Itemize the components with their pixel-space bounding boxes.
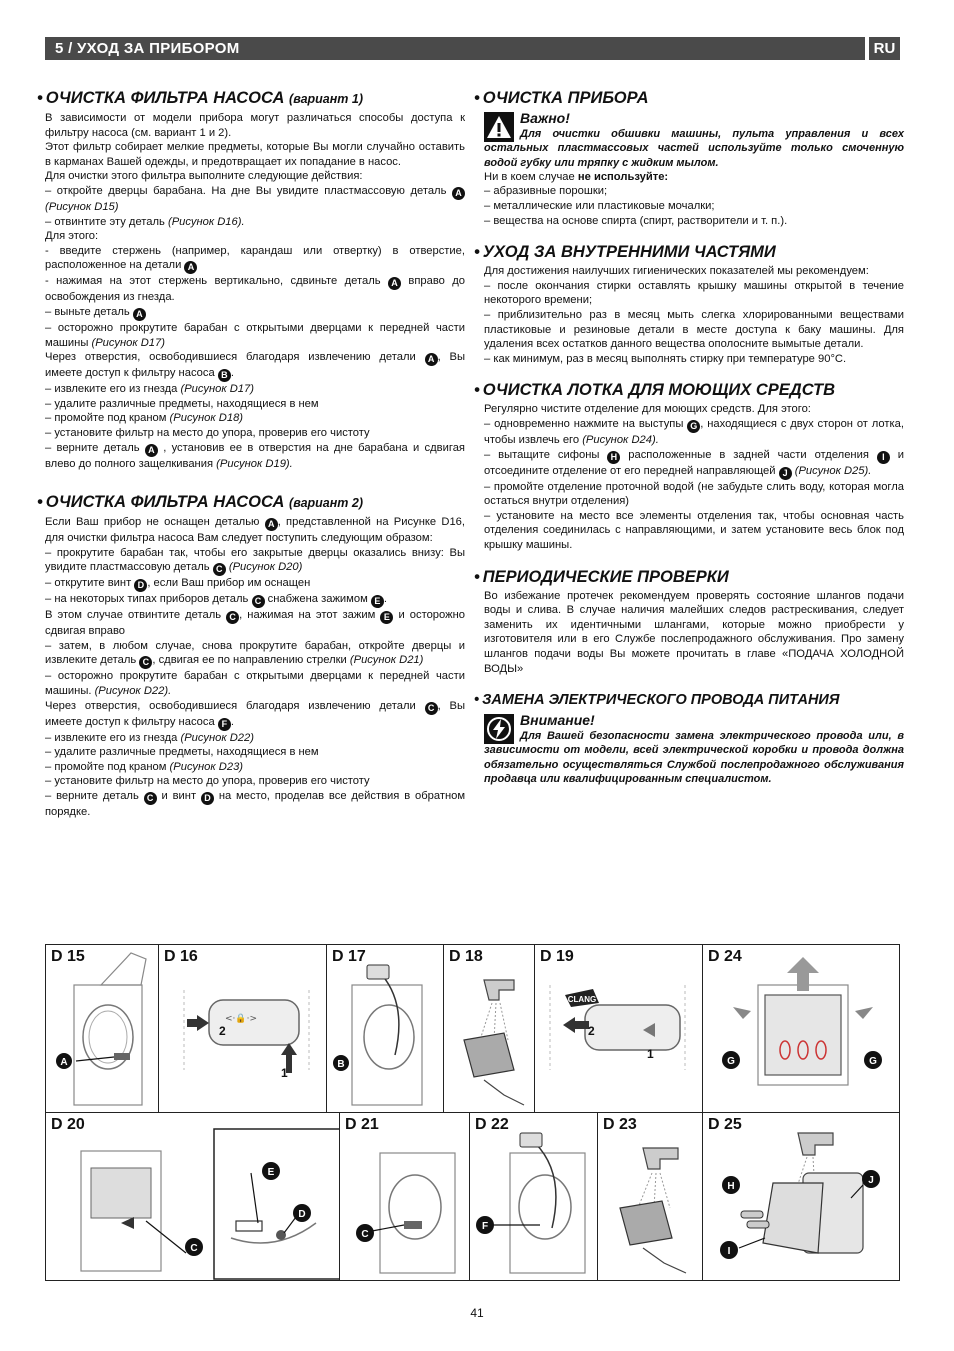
badge-g: G bbox=[687, 420, 700, 433]
badge-a: A bbox=[452, 187, 465, 200]
paragraph: Ни в коем случае не используйте: bbox=[484, 170, 669, 183]
figure-d19 bbox=[535, 945, 703, 1113]
figures-grid bbox=[45, 944, 900, 1281]
badge-b: B bbox=[337, 1059, 345, 1070]
badge-d: D bbox=[298, 1209, 306, 1220]
attention-note bbox=[474, 712, 904, 786]
paragraph: Для достижения наилучших гигиенических показателей мы рекомендуем: bbox=[484, 265, 869, 278]
paragraph: - нажимая на этот стержень вертикально, сдвиньте деталь A вправо до освобождения из гнезда. bbox=[45, 275, 466, 304]
badge-a: A bbox=[133, 308, 146, 321]
step-number: 1 bbox=[647, 1047, 654, 1061]
figure-d21 bbox=[340, 1113, 470, 1281]
figure-d15 bbox=[46, 945, 159, 1113]
paragraph: – вытащите сифоны H расположенные в задней части отделения I и отсоедините отделение от его передней направляющей J (Рисунок D25). bbox=[484, 448, 905, 478]
detergent-tray-removal-illustration bbox=[703, 945, 899, 1113]
paragraph: – одновременно нажмите на выступы G , находящиеся с двух сторон от лотка, чтобы извлечь его (Рисунок D24). bbox=[484, 418, 904, 447]
warning-text: Для Вашей безопасности замена электрического провода или, в зависимости от модели, всей электрической коробки и провода должна обязательно осуществляться Службой послепродажного обслуживания продавца или квалифицированным специалистом. bbox=[484, 730, 904, 786]
badge-e: E bbox=[371, 595, 384, 608]
badge-d: D bbox=[134, 579, 147, 592]
paragraph: – извлеките его из гнезда (Рисунок D17) bbox=[45, 383, 254, 396]
section-title-periodic-checks: • ПЕРИОДИЧЕСКИЕ ПРОВЕРКИ bbox=[474, 567, 729, 586]
section-body-internal-care bbox=[474, 264, 904, 366]
paragraph: - введите стержень (например, карандаш или отвертку) в отверстие, расположенное на детали A bbox=[45, 244, 465, 273]
part-reinstall-illustration bbox=[535, 945, 703, 1113]
figure-d18 bbox=[444, 945, 535, 1113]
paragraph: Если Ваш прибор не оснащен деталью A , представленной на Рисунке D16, для очистки фильтра насоса Вам следует поступить следующим образом: bbox=[45, 516, 465, 545]
badge-a: A bbox=[184, 261, 197, 274]
paragraph: – промойте отделение проточной водой (не забудьте слить воду, которая могла остаться внутри отделения) bbox=[484, 480, 904, 508]
paragraph: – откройте дверцы барабана. На дне Вы увидите пластмассовую деталь A (Рисунок D15) bbox=[45, 184, 465, 215]
step-number: 2 bbox=[219, 1024, 226, 1038]
badge-c: C bbox=[252, 595, 265, 608]
section-body-detergent-tray bbox=[474, 402, 904, 552]
paragraph: – выньте деталь A bbox=[45, 305, 465, 321]
figure-d20 bbox=[46, 1113, 340, 1281]
paragraph: Этот фильтр собирает мелкие предметы, которые Вы могли случайно оставить в карманах Вашей одежды, и предотвращает их попадание в насос. bbox=[45, 141, 465, 168]
paragraph: – вещества на основе спирта (спирт, растворители и т. п.). bbox=[484, 214, 788, 227]
badge-c: C bbox=[425, 702, 438, 715]
figure-label: D 22 bbox=[475, 1116, 509, 1133]
part-extraction-illustration bbox=[340, 1113, 470, 1281]
badge-c: C bbox=[144, 792, 157, 805]
paragraph: – прокрутите барабан так, чтобы его закрытые дверцы оказались внизу: Вы увидите пластмассовую деталь C (Рисунок D20) bbox=[45, 546, 465, 575]
badge-a: A bbox=[388, 277, 401, 290]
badge-f: F bbox=[481, 1221, 489, 1232]
paragraph: В зависимости от модели прибора могут различаться способы доступа к фильтру насоса (см. вариант 1 и 2). bbox=[45, 112, 465, 139]
figure-label: D 18 bbox=[449, 948, 483, 965]
badge-c: C bbox=[213, 563, 226, 576]
detergent-tray-disassembly-illustration bbox=[703, 1113, 899, 1281]
rinse-under-tap-illustration bbox=[444, 945, 535, 1113]
badge-e: E bbox=[380, 611, 393, 624]
section-body-pump-filter-1 bbox=[37, 111, 465, 471]
paragraph: В этом случае отвинтите деталь C , нажимая на этот зажим E и осторожно сдвигая вправо bbox=[45, 609, 465, 638]
paragraph: – установите фильтр на место до упора, проверив его чистоту bbox=[45, 426, 370, 439]
paragraph: – как минимум, раз в месяц выполнять стирку при температуре 90°C. bbox=[484, 352, 847, 365]
paragraph: Во избежание протечек рекомендуем проверять состояние шлангов подачи воды и слива. В случае наличия малейших следов растрескивания, следует заменить их идентичными шлангами, которые можно приобрести у изготовителя или в его Службе послепродажного обслуживания. Про замену шлангов подачи воды Вы можете прочитать в главе «ПОДАЧА ХОЛОДНОЙ ВОДЫ» bbox=[484, 589, 904, 675]
paragraph: – промойте под краном (Рисунок D18) bbox=[45, 412, 244, 425]
badge-a: A bbox=[265, 518, 278, 531]
step-number: 1 bbox=[281, 1066, 288, 1080]
paragraph: Для очистки этого фильтра выполните следующие действия: bbox=[45, 170, 363, 183]
right-column bbox=[474, 88, 904, 786]
paragraph: – промойте под краном (Рисунок D23) bbox=[45, 760, 244, 773]
paragraph: – удалите различные предметы, находящиеся в нем bbox=[45, 746, 319, 759]
important-note bbox=[474, 110, 904, 170]
badge-d: D bbox=[201, 792, 214, 805]
section-body-pump-filter-2 bbox=[37, 515, 465, 820]
section-title-power-cord: • ЗАМЕНА ЭЛЕКТРИЧЕСКОГО ПРОВОДА ПИТАНИЯ bbox=[474, 692, 840, 709]
badge-a: A bbox=[145, 444, 158, 457]
paragraph: – открутите винт D , если Ваш прибор им оснащен bbox=[45, 577, 311, 591]
figure-label: D 15 bbox=[51, 948, 85, 965]
section-body-periodic-checks bbox=[474, 589, 904, 677]
paragraph: – отвинтите эту деталь (Рисунок D16). bbox=[45, 215, 245, 228]
section-title-internal-care: • УХОД ЗА ВНУТРЕННИМИ ЧАСТЯМИ bbox=[474, 243, 776, 262]
figure-label: D 17 bbox=[332, 948, 366, 965]
paragraph: Через отверстия, освободившиеся благодаря извлечению детали A , Вы имеете доступ к фильтру насоса B . bbox=[45, 351, 465, 381]
badge-f: F bbox=[218, 718, 231, 731]
warning-title: Важно! bbox=[520, 110, 570, 126]
page-number: 41 bbox=[470, 1306, 484, 1320]
badge-c: C bbox=[190, 1243, 198, 1254]
part-unscrew-illustration bbox=[159, 945, 327, 1113]
warning-title: Внимание! bbox=[520, 712, 595, 729]
badge-h: H bbox=[727, 1181, 735, 1192]
badge-h: H bbox=[607, 451, 620, 464]
badge-a: A bbox=[425, 353, 438, 366]
figure-label: D 25 bbox=[708, 1116, 742, 1133]
paragraph: – после окончания стирки оставлять крышку машины открытой в течение некоторого времени; bbox=[484, 279, 904, 307]
paragraph: – извлеките его из гнезда (Рисунок D22) bbox=[45, 731, 254, 744]
badge-c: C bbox=[361, 1229, 369, 1240]
section-title-detergent-tray: • ОЧИСТКА ЛОТКА ДЛЯ МОЮЩИХ СРЕДСТВ bbox=[474, 381, 836, 400]
paragraph: – осторожно прокрутите барабан с открытыми дверцами к передней части машины (Рисунок D17) bbox=[45, 321, 465, 349]
paragraph: – удалите различные предметы, находящиеся в нем bbox=[45, 397, 319, 410]
paragraph: – установите на место все элементы отделения так, чтобы основная часть отделения соединилась с направляющими, и затем установите весь блок под крышку машины. bbox=[484, 509, 904, 551]
header-bar bbox=[45, 37, 865, 60]
paragraph: – абразивные порошки; bbox=[484, 185, 608, 198]
figure-d24 bbox=[703, 945, 899, 1113]
figure-d25 bbox=[703, 1113, 899, 1281]
section-title-pump-filter-1: • ОЧИСТКА ФИЛЬТРА НАСОСА (вариант 1) bbox=[37, 89, 364, 107]
figure-label: D 19 bbox=[540, 948, 574, 965]
badge-e: E bbox=[267, 1167, 275, 1178]
figure-d16 bbox=[159, 945, 327, 1113]
washer-drum-illustration bbox=[46, 945, 159, 1113]
filter-removal-illustration bbox=[470, 1113, 598, 1281]
figure-label: D 24 bbox=[708, 948, 742, 965]
badge-a: A bbox=[60, 1057, 68, 1068]
section-body-appliance-cleaning bbox=[474, 170, 904, 228]
figure-label: D 16 bbox=[164, 948, 198, 965]
badge-j: J bbox=[779, 467, 792, 480]
step-number: 2 bbox=[588, 1024, 595, 1038]
paragraph: – осторожно прокрутите барабан с открытыми дверцами к передней части машины. (Рисунок D22). bbox=[45, 670, 465, 698]
electric-shock-icon bbox=[484, 714, 514, 744]
badge-b: B bbox=[218, 369, 231, 382]
figure-label: D 23 bbox=[603, 1116, 637, 1133]
left-column bbox=[37, 88, 465, 820]
figure-label: D 21 bbox=[345, 1116, 379, 1133]
figure-label: D 20 bbox=[51, 1116, 85, 1133]
language-badge: RU bbox=[869, 37, 900, 60]
badge-j: J bbox=[868, 1175, 874, 1186]
paragraph: Через отверстия, освободившиеся благодаря извлечению детали C , Вы имеете доступ к фильтру насоса F . bbox=[45, 699, 465, 729]
figure-d22 bbox=[470, 1113, 598, 1281]
badge-i: I bbox=[727, 1246, 731, 1257]
figure-d17 bbox=[327, 945, 444, 1113]
paragraph: – верните деталь A , установив ее в отверстия на дне барабана и сдвигая влево до полного защелкивания (Рисунок D19). bbox=[45, 441, 465, 470]
badge-g: G bbox=[869, 1056, 877, 1067]
paragraph: – металлические или пластиковые мочалки; bbox=[484, 200, 715, 213]
rinse-under-tap-illustration bbox=[598, 1113, 703, 1281]
badge-c: C bbox=[139, 656, 152, 669]
warning-icon bbox=[484, 112, 514, 142]
badge-i: I bbox=[877, 451, 890, 464]
badge-c: C bbox=[226, 611, 239, 624]
paragraph: – на некоторых типах приборов деталь C снабжена зажимом E . bbox=[45, 593, 388, 607]
paragraph: – затем, в любом случае, снова прокрутите барабан, откройте дверцы и извлеките деталь C , сдвигая ее по направлению стрелки (Рисунок D21) bbox=[45, 639, 465, 668]
paragraph: – установите фильтр на место до упора, проверив его чистоту bbox=[45, 775, 370, 788]
section-title-pump-filter-2: • ОЧИСТКА ФИЛЬТРА НАСОСА (вариант 2) bbox=[37, 493, 364, 512]
paragraph: Для этого: bbox=[45, 230, 99, 243]
paragraph: – приблизительно раз в месяц мыть слегка хлорированными веществами пластиковые и резиновые детали в месте доступа к баку машины. Для удаления всех остатков данного вещества ополосните вымытые детали. bbox=[484, 309, 904, 351]
paragraph: – верните деталь C и винт D на место, проделав все действия в обратном порядке. bbox=[45, 790, 466, 819]
figure-d23 bbox=[598, 1113, 703, 1281]
section-title-appliance-cleaning: • ОЧИСТКА ПРИБОРА bbox=[474, 89, 649, 107]
badge-g: G bbox=[727, 1056, 735, 1067]
page-title: 5 / УХОД ЗА ПРИБОРОМ bbox=[55, 40, 240, 57]
svg-text:<·🔒·>: <·🔒·> bbox=[224, 1014, 258, 1024]
warning-text: Для очистки обшивки машины, пульта управления и всех остальных пластмассовых частей используйте только смоченную водой губку или тряпку с жидким мылом. bbox=[484, 128, 904, 169]
drum-closed-doors-illustration bbox=[46, 1113, 340, 1281]
filter-removal-illustration bbox=[327, 945, 444, 1113]
clang-label: CLANG bbox=[567, 995, 597, 1004]
paragraph: Регулярно чистите отделение для моющих средств. Для этого: bbox=[484, 403, 811, 416]
